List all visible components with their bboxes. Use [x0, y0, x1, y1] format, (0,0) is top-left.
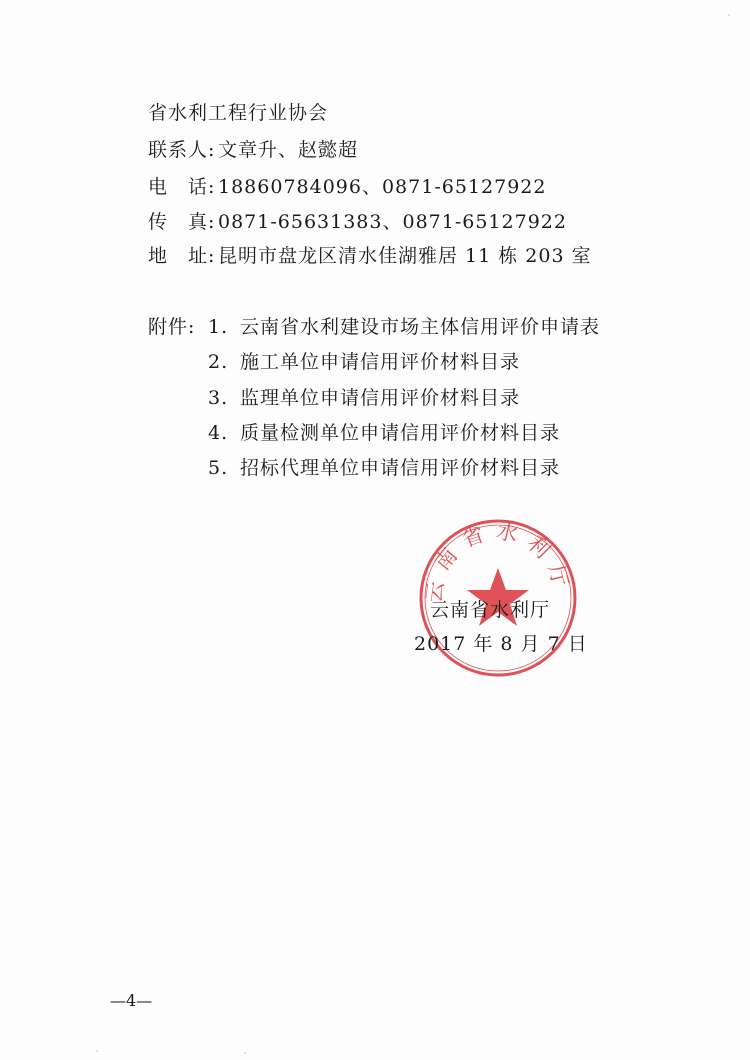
attachment-title: 监理单位申请信用评价材料目录 — [240, 387, 521, 409]
phone-value: 18860784096、0871-65127922 — [218, 176, 547, 198]
attachment-number: 2. — [208, 351, 229, 373]
attachment-number: 4. — [208, 422, 229, 444]
attachment-number: 3. — [208, 387, 229, 409]
attachment-number: 5. — [208, 457, 229, 479]
attachment-title: 施工单位申请信用评价材料目录 — [240, 351, 521, 373]
attachment-item — [208, 456, 560, 480]
attachment-item — [208, 421, 560, 445]
svg-text:云南省水利厅: 云南省水利厅 — [421, 518, 575, 604]
contact-person-row — [148, 138, 358, 162]
phone-label: 电 话: — [148, 176, 216, 198]
attachment-title: 云南省水利建设市场主体信用评价申请表 — [240, 316, 601, 338]
fax-row — [148, 210, 567, 234]
attachments-heading: 附件: — [148, 316, 196, 338]
scan-speck — [244, 1052, 246, 1054]
phone-row — [148, 175, 546, 199]
scan-speck — [96, 1050, 98, 1052]
fax-label: 传 真: — [148, 211, 216, 233]
attachment-title: 招标代理单位申请信用评价材料目录 — [240, 457, 561, 479]
fax-value: 0871-65631383、0871-65127922 — [218, 211, 567, 233]
issue-date: 2017 年 8 月 7 日 — [414, 633, 588, 655]
attachment-title: 质量检测单位申请信用评价材料目录 — [240, 422, 561, 444]
scan-speck — [728, 14, 730, 16]
attachment-item — [208, 315, 600, 339]
issuer-name: 云南省水利厅 — [430, 599, 551, 621]
page-number: —4— — [110, 991, 153, 1010]
attachment-item — [208, 350, 520, 374]
attachment-item — [208, 386, 520, 410]
attachment-number: 1. — [208, 316, 229, 338]
address-label: 地 址: — [148, 245, 216, 267]
address-row — [148, 244, 592, 268]
contact-person-value: 文章升、赵懿超 — [218, 139, 359, 161]
organization-name: 省水利工程行业协会 — [148, 102, 329, 124]
address-value: 昆明市盘龙区清水佳湖雅居 11 栋 203 室 — [218, 245, 592, 267]
contact-person-label: 联系人: — [148, 139, 216, 161]
